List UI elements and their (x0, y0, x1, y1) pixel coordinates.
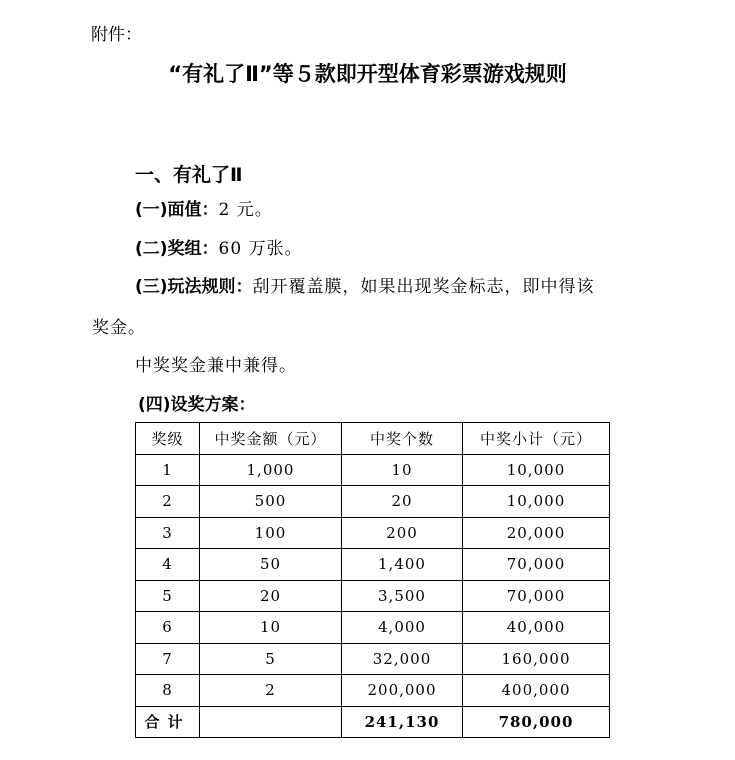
prize-plan-heading: (四)设奖方案： (138, 395, 256, 415)
table-row (136, 486, 610, 518)
rules-text-line2: 奖金。 (92, 318, 146, 338)
cell-amount: 5 (200, 643, 342, 675)
table-row (136, 675, 610, 707)
cell-level: 1 (136, 454, 200, 486)
face-value-label: (一)面值： (135, 200, 219, 220)
cell-count: 200,000 (342, 675, 463, 707)
table-row (136, 643, 610, 675)
cell-level: 6 (136, 612, 200, 644)
prize-group-paragraph (135, 234, 303, 259)
total-amount (200, 706, 342, 738)
rules-paragraph (135, 272, 595, 297)
cell-subtotal: 20,000 (463, 517, 610, 549)
cell-level: 3 (136, 517, 200, 549)
cell-subtotal: 400,000 (463, 675, 610, 707)
total-label: 合计 (136, 706, 200, 738)
table-row (136, 517, 610, 549)
cell-amount: 100 (200, 517, 342, 549)
cell-level: 2 (136, 486, 200, 518)
cell-amount: 500 (200, 486, 342, 518)
cell-amount: 20 (200, 580, 342, 612)
cell-count: 1,400 (342, 549, 463, 581)
rules-text-line1: 刮开覆盖膜，如果出现奖金标志，即中得该 (252, 277, 595, 297)
prize-table (135, 422, 610, 738)
cell-count: 20 (342, 486, 463, 518)
header-cell-level: 奖级 (136, 423, 200, 455)
cell-subtotal: 70,000 (463, 549, 610, 581)
cell-count: 4,000 (342, 612, 463, 644)
cell-level: 5 (136, 580, 200, 612)
cell-amount: 1,000 (200, 454, 342, 486)
total-row (136, 706, 610, 738)
cell-count: 32,000 (342, 643, 463, 675)
header-cell-count: 中奖个数 (342, 423, 463, 455)
section-heading: 一、有礼了Ⅱ (135, 164, 243, 186)
cell-subtotal: 70,000 (463, 580, 610, 612)
face-value-paragraph (135, 195, 273, 220)
table-row (136, 454, 610, 486)
header-cell-amount: 中奖金额（元） (200, 423, 342, 455)
cell-count: 10 (342, 454, 463, 486)
face-value-text: 2 元。 (218, 200, 273, 220)
cell-level: 8 (136, 675, 200, 707)
total-subtotal: 780,000 (463, 706, 610, 738)
cell-subtotal: 40,000 (463, 612, 610, 644)
cell-subtotal: 10,000 (463, 454, 610, 486)
attachment-label: 附件： (91, 25, 142, 45)
header-cell-subtotal: 中奖小计（元） (463, 423, 610, 455)
cell-amount: 50 (200, 549, 342, 581)
cell-subtotal: 10,000 (463, 486, 610, 518)
cell-subtotal: 160,000 (463, 643, 610, 675)
table-row (136, 612, 610, 644)
rules-label: (三)玩法规则： (135, 277, 253, 297)
cell-count: 3,500 (342, 580, 463, 612)
cell-level: 4 (136, 549, 200, 581)
table-header-row (136, 423, 610, 455)
document-title: “有礼了Ⅱ”等５款即开型体育彩票游戏规则 (168, 62, 567, 86)
prize-note: 中奖奖金兼中兼得。 (135, 356, 297, 376)
cell-amount: 10 (200, 612, 342, 644)
total-count: 241,130 (342, 706, 463, 738)
cell-amount: 2 (200, 675, 342, 707)
cell-count: 200 (342, 517, 463, 549)
prize-group-text: 60 万张。 (218, 239, 303, 259)
cell-level: 7 (136, 643, 200, 675)
prize-group-label: (二)奖组： (135, 239, 219, 259)
table-row (136, 580, 610, 612)
table-row (136, 549, 610, 581)
